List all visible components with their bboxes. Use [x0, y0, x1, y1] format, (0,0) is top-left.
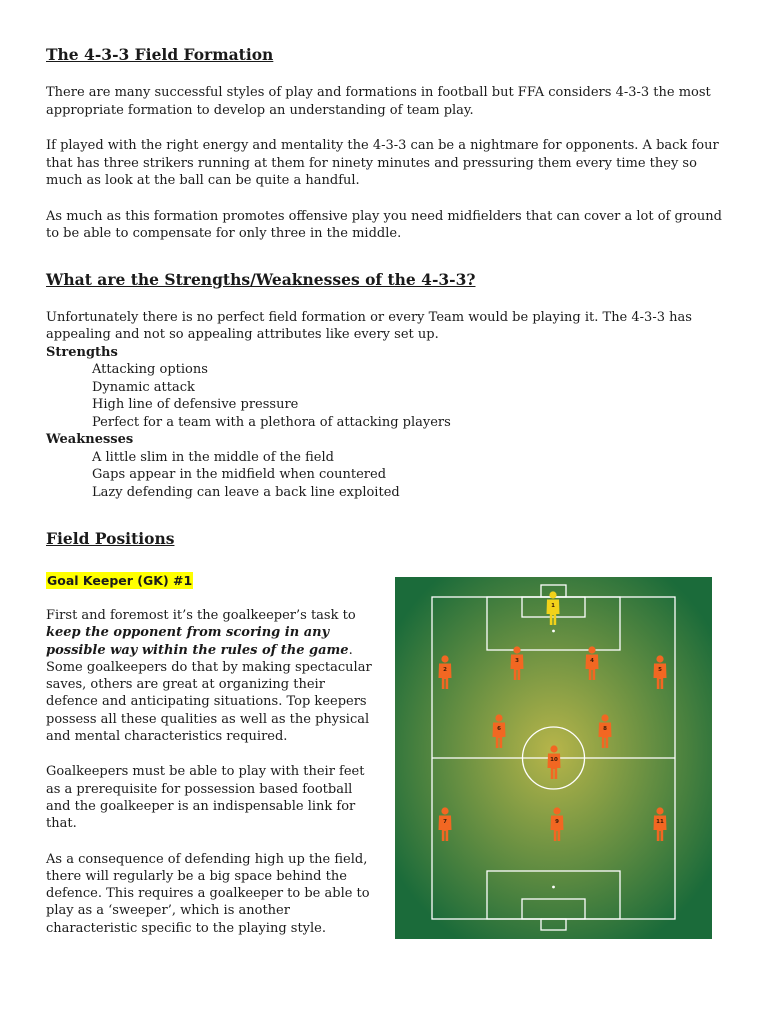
player-number: 10: [550, 757, 558, 763]
goalkeeper-heading: Goal Keeper (GK) #1: [47, 573, 193, 588]
list-item: Lazy defending can leave a back line exploited: [92, 485, 400, 501]
intro-paragraph-1: There are many successful styles of play and formations in football but FFA considers 4-3-3 the most appropriate formation to develop an understanding of team play.: [46, 85, 711, 118]
list-item: Perfect for a team with a plethora of attacking players: [92, 414, 451, 430]
weaknesses-list: [46, 449, 726, 502]
player-number: 5: [658, 667, 662, 673]
player-number: 7: [443, 819, 447, 825]
player-number: 11: [656, 819, 664, 825]
strengths-weaknesses-heading: What are the Strengths/Weaknesses of the 4-3-3?: [46, 269, 476, 289]
document-body: [46, 44, 726, 550]
list-item: Dynamic attack: [92, 379, 195, 395]
goalkeeper-paragraph-3: As a consequence of defending high up the field, there will regularly be a big space behind the defence. This requires a goalkeeper to be able to play as a ‘sweeper’, which is another characteristic specific to the playing style.: [46, 851, 370, 936]
player-number: 2: [443, 667, 447, 673]
list-item: Gaps appear in the midfield when countered: [92, 467, 387, 483]
goalkeeper-paragraph-1: [46, 607, 376, 745]
goalkeeper-section: [46, 570, 376, 937]
player-number: 4: [590, 658, 594, 664]
strengths-list: [46, 361, 726, 431]
weaknesses-label: Weaknesses: [46, 432, 134, 448]
goalkeeper-paragraph-2: Goalkeepers must be able to play with their feet as a prerequisite for possession based football and the goalkeeper is an indispensable link for that.: [46, 764, 365, 832]
player-number: 1: [551, 603, 555, 609]
player-number: 8: [603, 726, 607, 732]
player-number: 6: [497, 726, 501, 732]
field-positions-heading: Field Positions: [46, 528, 175, 548]
goalkeeper-text: . Some goalkeepers do that by making spectacular saves, others are great at organizing their defence and anticipating situations. Top keepers possess all these qualities as well as the physical and mental characteristics required.: [46, 642, 372, 745]
player-number: 9: [555, 819, 559, 825]
goalkeeper-text: First and foremost it’s the goalkeeper’s task to: [46, 608, 356, 623]
goalkeeper-emphasis: keep the opponent from scoring in any possible way within the rules of the game: [46, 625, 349, 658]
list-item: High line of defensive pressure: [92, 397, 299, 413]
formation-diagram: [395, 577, 712, 939]
player-number: 3: [515, 658, 519, 664]
pitch-svg: [395, 577, 712, 939]
page-title: The 4-3-3 Field Formation: [46, 45, 274, 64]
list-item: A little slim in the middle of the field: [92, 449, 334, 465]
strengths-label: Strengths: [46, 344, 118, 360]
intro-paragraph-3: As much as this formation promotes offensive play you need midfielders that can cover a lot of ground to be able to compensate for only three in the middle.: [46, 208, 722, 241]
strengths-weaknesses-intro: Unfortunately there is no perfect field formation or every Team would be playing it. The 4-3-3 has appealing and not so appealing attributes like every set up.: [46, 309, 692, 342]
list-item: Attacking options: [92, 362, 208, 377]
intro-paragraph-2: If played with the right energy and mentality the 4-3-3 can be a nightmare for opponents. A back four that has three strikers running at them for ninety minutes and pressuring them every time they so much as look at the ball can be quite a handful.: [46, 138, 719, 188]
